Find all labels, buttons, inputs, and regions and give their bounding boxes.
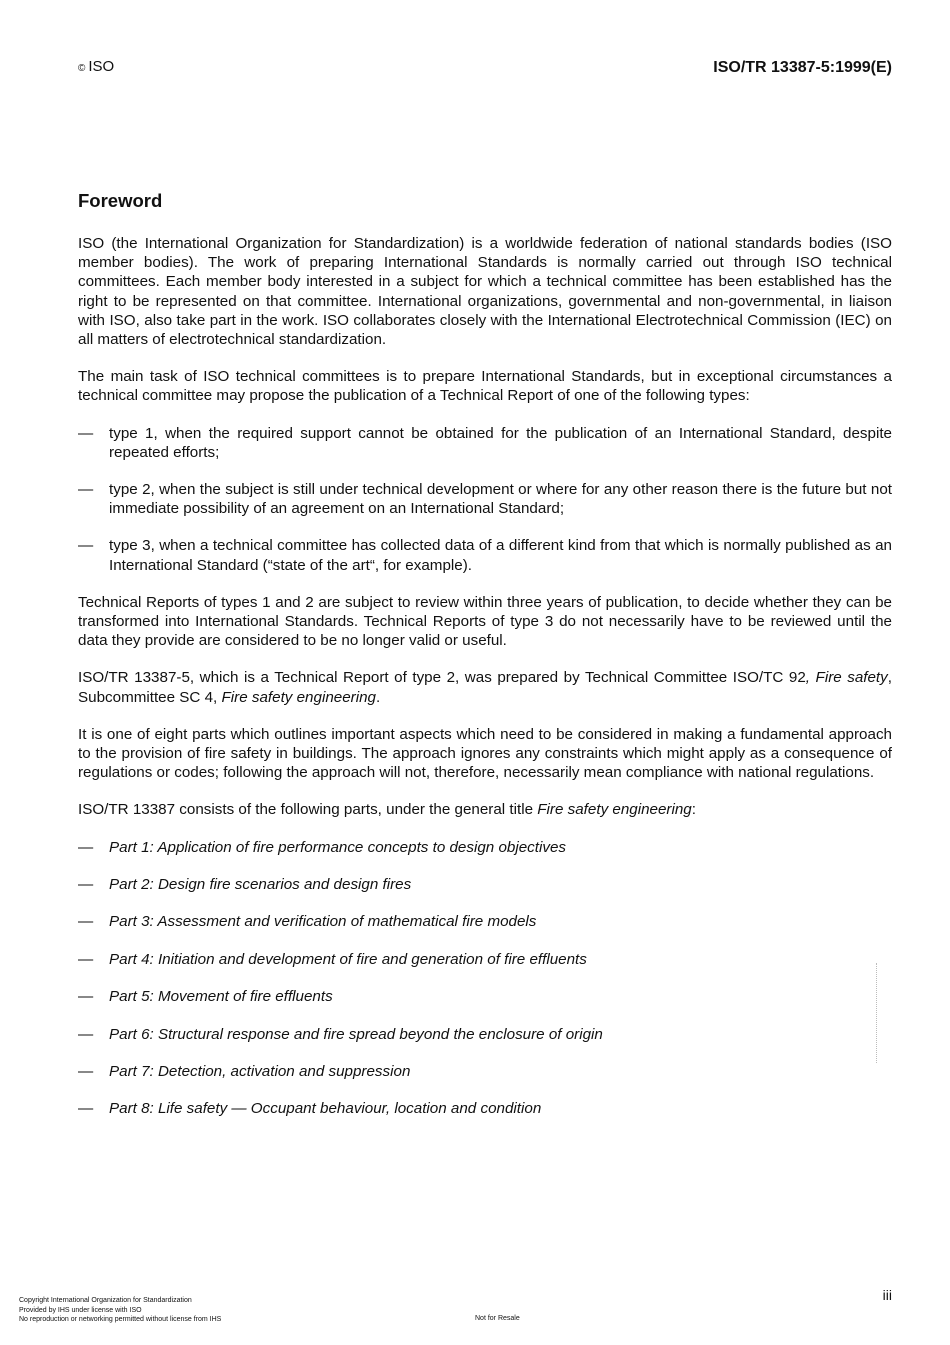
paragraph-parts-intro: [78, 800, 892, 819]
list-item-text: type 2, when the subject is still under technical development or where for any other reason there is the future but not immediate possibility of an agreement on an International Standard;: [109, 481, 892, 518]
dash-marker: —: [78, 988, 94, 1006]
list-item-text: Part 1: Application of fire performance concepts to design objectives: [109, 838, 566, 856]
document-body: [78, 189, 892, 1137]
list-item-type-2: [78, 480, 892, 518]
text-run: ISO/TR 13387 consists of the following parts, under the general title: [78, 801, 538, 819]
list-item-text: Part 2: Design fire scenarios and design fires: [109, 876, 412, 894]
text-run-italic: , Fire safety: [805, 669, 888, 687]
list-item-text: Part 8: Life safety — Occupant behaviour, location and condition: [109, 1100, 542, 1118]
list-item-part: [78, 1025, 892, 1044]
footer-line: Copyright International Organization for Standardization: [19, 1297, 192, 1304]
list-item-part: [78, 1062, 892, 1081]
footer-line: No reproduction or networking permitted without license from IHS: [19, 1316, 222, 1323]
dash-marker: —: [78, 950, 94, 968]
text-run: :: [691, 801, 696, 819]
dash-marker: —: [78, 1063, 94, 1081]
page-number: iii: [882, 1287, 892, 1303]
paragraph-prepared-by: [78, 668, 892, 706]
text-run: ISO/TR 13387-5, which is a Technical Report of type 2, was prepared by Technical Committee ISO/TC 92: [78, 669, 806, 687]
header-org: ISO: [88, 58, 115, 75]
list-item-part: [78, 987, 892, 1006]
list-item-text: Part 5: Movement of fire effluents: [109, 988, 333, 1006]
dash-marker: —: [78, 913, 94, 931]
paragraph-iso-intro: ISO (the International Organization for Standardization) is a worldwide federation of national standards bodies (ISO member bodies). The work of preparing International Standards is normally carried out through ISO technical committees. Each member body interested in a subject for which a technical committee has been established has the right to be represented on that committee. International organizations, governmental and non-governmental, in liaison with ISO, also take part in the work. ISO collaborates closely with the International Electrotechnical Commission (IEC) on all matters of electrotechnical standardization.: [78, 235, 892, 349]
list-item-text: Part 6: Structural response and fire spread beyond the enclosure of origin: [109, 1025, 603, 1043]
dash-marker: —: [78, 481, 94, 499]
text-run-italic: Fire safety engineering: [537, 801, 692, 819]
list-item-text: Part 3: Assessment and verification of mathematical fire models: [109, 913, 537, 931]
list-item-type-3: [78, 536, 892, 574]
parts-list: [78, 838, 892, 1119]
paragraph-main-task: The main task of ISO technical committees is to prepare International Standards, but in exceptional circumstances a technical committee may propose the publication of a Technical Report of one of the following types:: [78, 368, 892, 405]
list-item-type-1: [78, 424, 892, 462]
paragraph-review: Technical Reports of types 1 and 2 are subject to review within three years of publication, to decide whether they can be transformed into International Standards. Technical Reports of type 3 do not necessarily have to be reviewed until the data they provide are considered to be no longer valid or useful.: [78, 593, 892, 650]
list-item-text: Part 7: Detection, activation and suppression: [109, 1063, 411, 1081]
dash-marker: —: [78, 876, 94, 894]
header-copyright: [78, 58, 114, 75]
dash-marker: —: [78, 1100, 94, 1118]
margin-mark: [876, 963, 878, 1063]
list-item-text: type 3, when a technical committee has collected data of a different kind from that which is normally published as an International Standard (“state of the art“, for example).: [109, 537, 892, 574]
text-run: , Subcommittee SC 4,: [78, 669, 892, 706]
list-item-part: [78, 875, 892, 894]
text-run: .: [376, 688, 381, 706]
dash-marker: —: [78, 537, 94, 555]
copyright-symbol: ©: [78, 63, 86, 74]
page-title: Foreword: [78, 190, 163, 211]
footer-resale: Not for Resale: [475, 1315, 520, 1322]
footer-copyright: [19, 1296, 221, 1325]
list-item-text: Part 4: Initiation and development of fire and generation of fire effluents: [109, 950, 587, 968]
list-item-part: [78, 950, 892, 969]
dash-marker: —: [78, 1025, 94, 1043]
header-doc-id: ISO/TR 13387-5:1999(E): [713, 59, 892, 76]
footer-line: Provided by IHS under license with ISO: [19, 1306, 142, 1314]
list-item-part: [78, 838, 892, 857]
text-run-italic: Fire safety engineering: [221, 688, 376, 706]
list-item-part: [78, 1099, 892, 1118]
dash-marker: —: [78, 838, 94, 856]
list-item-text: type 1, when the required support cannot be obtained for the publication of an International Standard, despite repeated efforts;: [109, 424, 892, 461]
paragraph-scope: It is one of eight parts which outlines important aspects which need to be considered in making a fundamental approach to the provision of fire safety in buildings. The approach ignores any constraints which might apply as a consequence of regulations or codes; following the approach will not, therefore, necessarily mean compliance with national regulations.: [78, 725, 892, 782]
dash-marker: —: [78, 424, 94, 442]
list-item-part: [78, 912, 892, 931]
